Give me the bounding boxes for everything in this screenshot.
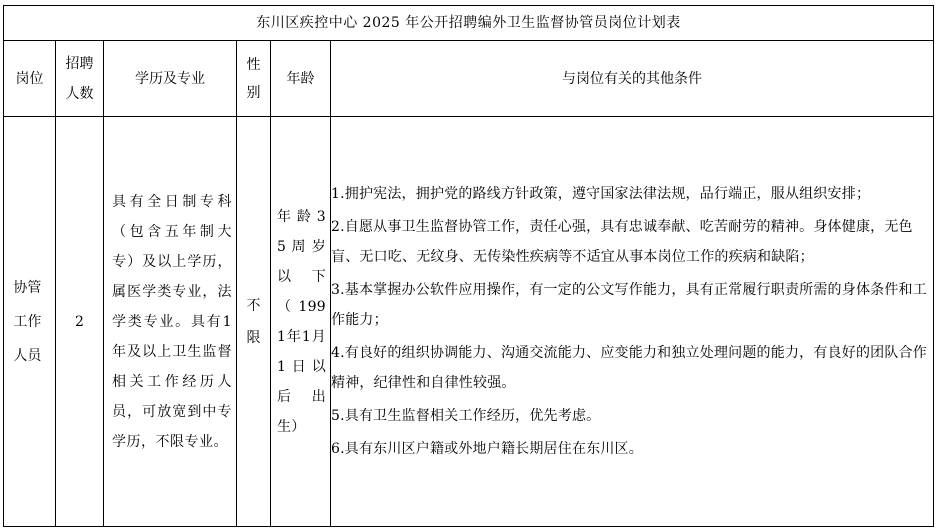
condition-item: 6.具有东川区户籍或外地户籍长期居住在东川区。 bbox=[331, 441, 643, 457]
gender-requirement: 不限 bbox=[246, 297, 261, 346]
condition-item: 1.拥护宪法，拥护党的路线方针政策，遵守国家法律法规，品行端正，服从组织安排； bbox=[331, 186, 871, 202]
age-cell bbox=[271, 117, 331, 527]
post-name: 协管工作人员 bbox=[13, 279, 42, 364]
header-gender-label: 性别 bbox=[246, 56, 261, 101]
header-age-label: 年龄 bbox=[286, 70, 315, 87]
table-row bbox=[4, 117, 934, 527]
header-post-label: 岗位 bbox=[15, 70, 44, 87]
header-post bbox=[4, 41, 56, 117]
condition-item: 4.有良好的组织协调能力、沟通交流能力、应变能力和独立处理问题的能力，有良好的团队合作精神，纪律性和自律性较强。 bbox=[331, 345, 927, 391]
education-cell bbox=[104, 117, 237, 527]
header-count bbox=[56, 41, 104, 117]
recruit-count: 2 bbox=[75, 313, 84, 330]
gender-cell bbox=[237, 117, 271, 527]
recruitment-plan-table bbox=[3, 5, 934, 527]
header-conditions bbox=[331, 41, 934, 117]
conditions-cell bbox=[331, 117, 934, 527]
education-requirement: 具有全日制专科（包含五年制大专）及以上学历，属医学类专业，法学类专业。具有1年及以上卫生监督相关工作经历人员，可放宽到中专学历，不限专业。 bbox=[112, 193, 232, 450]
header-conditions-label: 与岗位有关的其他条件 bbox=[562, 70, 702, 87]
header-age bbox=[271, 41, 331, 117]
header-education-label: 学历及专业 bbox=[135, 70, 205, 87]
condition-item: 5.具有卫生监督相关工作经历，优先考虑。 bbox=[331, 408, 601, 424]
header-gender bbox=[237, 41, 271, 117]
table-title: 东川区疾控中心 2025 年公开招聘编外卫生监督协管员岗位计划表 bbox=[4, 6, 934, 41]
header-education bbox=[104, 41, 237, 117]
condition-item: 3.基本掌握办公软件应用操作，有一定的公文写作能力，具有正常履行职责所需的身体条件和工作能力； bbox=[331, 282, 927, 328]
age-requirement: 年 龄 35 周 岁 以下（1991年1月1日以后出生） bbox=[277, 208, 326, 435]
header-count-label: 招聘人数 bbox=[65, 55, 94, 102]
condition-item: 2.自愿从事卫生监督协管工作，责任心强，具有忠诚奉献、吃苦耐劳的精神。身体健康，无色盲、无口吃、无纹身、无传染性疾病等不适宜从事本岗位工作的疾病和缺陷； bbox=[331, 219, 913, 265]
header-row bbox=[4, 41, 934, 117]
title-row bbox=[4, 6, 934, 41]
count-cell bbox=[56, 117, 104, 527]
post-cell bbox=[4, 117, 56, 527]
